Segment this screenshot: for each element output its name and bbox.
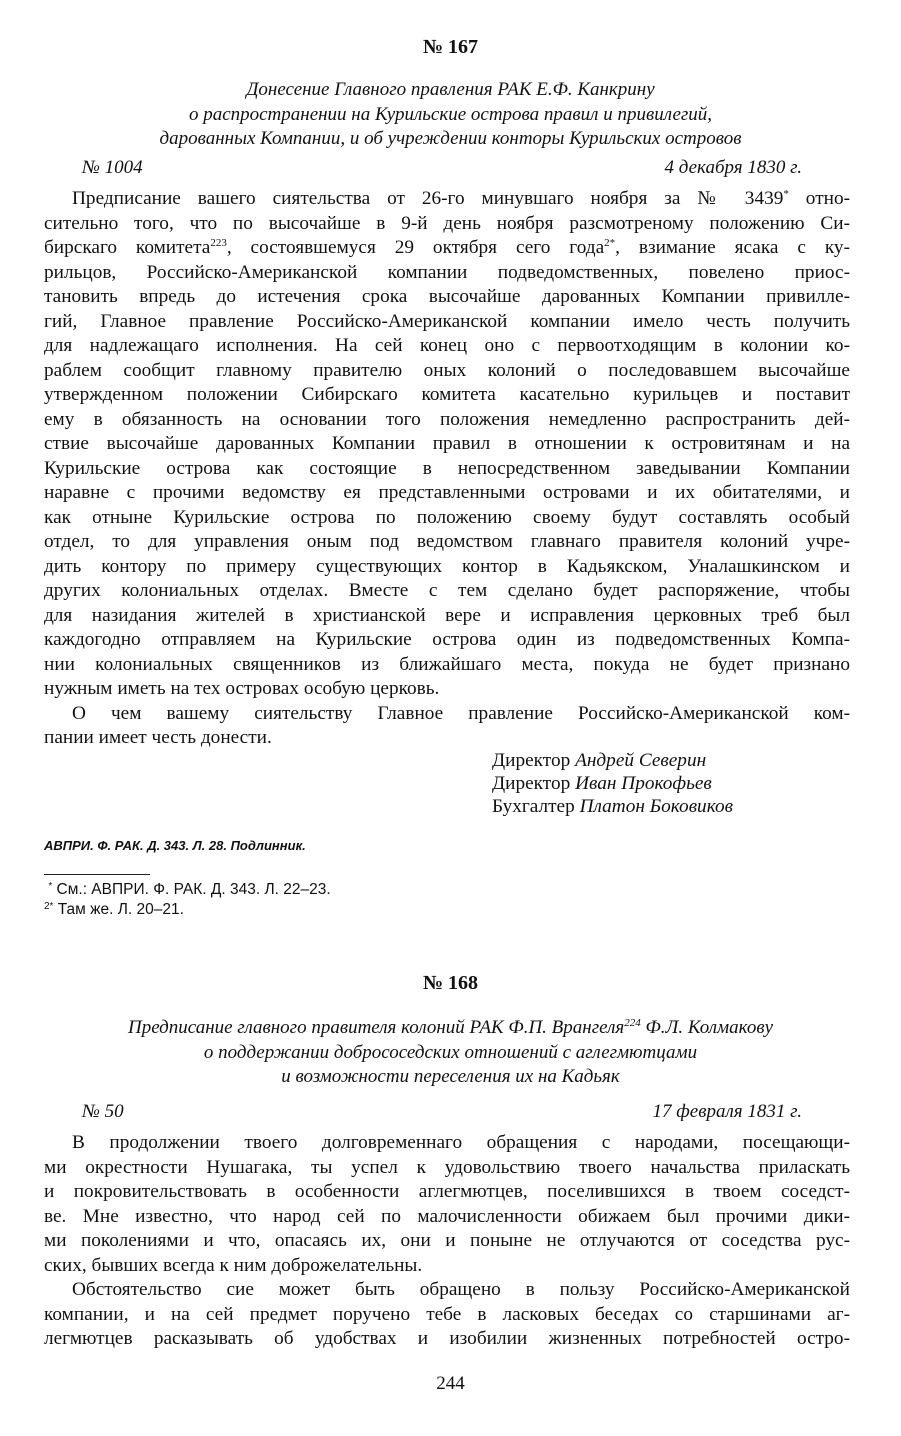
body-line: дить контору по примеру существующих контор в Кадьякском, Уналашкинском и: [44, 555, 850, 577]
document-168-meta: [76, 1101, 802, 1125]
document-167-title: [0, 78, 901, 152]
body-line: О чем вашему сиятельству Главное правление Российско-Американской ком-: [72, 702, 850, 724]
body-line: других колониальных отделах. Вместе с тем сделано будет распоряжение, чтобы: [44, 580, 850, 601]
body-line: каждогодно отправляем на Курильские острова один из подведомственных Компа-: [44, 629, 850, 650]
body-line: бирскаго комитета$^{223}$, состоявшемуся 29 октября сего года$^{2*}$, взимание ясака с ку-: [44, 237, 850, 258]
signature-name: Андрей Северин: [575, 750, 707, 771]
endnote-marker: 223: [210, 237, 227, 249]
signatures-block: [492, 749, 733, 818]
footnotes: [44, 880, 331, 920]
document-167-number: № 167: [422, 36, 479, 58]
body-line: Обстоятельство сие может быть обращено в пользу Российско-Американской: [72, 1279, 850, 1300]
body-line: Предписание вашего сиятельства от 26-го минувшаго ноября за № 3439* отно-: [72, 188, 851, 209]
footnote: $^{2*}$ Там же. Л. 20–21.: [44, 901, 184, 918]
signature-line: [492, 749, 733, 772]
body-line: отдел, то для управления оным под ведомством главнаго правителя колоний учре-: [44, 531, 850, 552]
footnote-mark: 2*: [44, 901, 54, 912]
body-line: ствие высочайше дарованных Компании правил в отношении к островитянам и на: [44, 433, 850, 454]
document-date: 17 февраля 1831 г.: [652, 1101, 802, 1122]
body-line: ми окрестности Нушагака, ты успел к удовольствию твоего начальства приласкать: [44, 1156, 850, 1178]
body-line: тановить впредь до истечения срока высочайше дарованных Компании привилле-: [44, 286, 850, 307]
footnote-marker: *: [783, 188, 789, 200]
body-line: ми поколениями и что, опасаясь их, они и поныне не отлучаются от соседства рус-: [44, 1230, 850, 1251]
footnote-mark: *: [48, 881, 53, 892]
document-168-title: [0, 1016, 901, 1090]
signature-name: Иван Прокофьев: [575, 773, 712, 794]
endnote-marker: 224: [624, 1017, 641, 1029]
document-168-body: [44, 1131, 850, 1352]
body-line: для назидания жителей в христианской вере и исправления церковных треб был: [44, 604, 850, 626]
body-line: ских, бывших всегда к ним доброжелательны.: [44, 1254, 423, 1276]
body-line: ему в обязанность на основании того положения немедленно распространить дей-: [44, 408, 850, 430]
body-line: В продолжении твоего долговременнаго обращения с народами, посещающи-: [72, 1132, 850, 1153]
body-line: рильцов, Российско-Американской компании подведомственных, повелено приос-: [44, 261, 850, 283]
footnote-divider: [44, 874, 150, 875]
body-line: Курильские острова как состоящие в непосредственном заведывании Компании: [44, 457, 850, 479]
body-line: легмютцев расказывать об удобствах и изобилии жизненных потребностей остро-: [44, 1328, 850, 1349]
body-line: утвержденном положении Сибирскаго комитета касательно курильцев и поставит: [44, 384, 850, 405]
title-line: о поддержании добрососедских отношений с аглегмютцами: [203, 1041, 698, 1063]
title-line: Предписание главного правителя колоний РАК Ф.П. Врангеля$^{224}$ Ф.Л. Колмакову: [127, 1017, 774, 1038]
signature-name: Платон Боковиков: [579, 796, 733, 817]
signature-role: Директор: [492, 773, 571, 794]
footnote: * См.: АВПРИ. Ф. РАК. Д. 343. Л. 22–23.: [48, 881, 331, 898]
body-line: и покровительствовать в особенности аглегмютцев, поселившихся в твоем соседст-: [44, 1181, 850, 1202]
reference-number: № 50: [82, 1101, 124, 1122]
footnote-marker: 2*: [604, 237, 616, 249]
document-167-meta: [76, 157, 802, 181]
title-line: дарованных Компании, и об учреждении конторы Курильских островов: [159, 128, 742, 149]
body-line: нии колониальных священников из ближайшаго места, покуда не будет признано: [44, 653, 850, 675]
signature-line: [492, 772, 733, 795]
body-line: раблем сообщит главному правителю оных колоний о последовавшем высочайше: [44, 359, 850, 381]
reference-number: № 1004: [82, 157, 143, 178]
body-line: нужным иметь на тех островах особую церковь.: [44, 678, 440, 699]
body-line: как отныне Курильские острова по положению своему будут составлять особый: [44, 506, 850, 528]
document-date: 4 декабря 1830 г.: [664, 157, 802, 178]
body-line: компании, и на сей предмет поручено тебе в ласковых беседах со старшинами аг-: [44, 1303, 850, 1325]
body-line: гий, Главное правление Российско-Американской компании имело честь получить: [44, 310, 850, 332]
archive-reference: АВПРИ. Ф. РАК. Д. 343. Л. 28. Подлинник.: [44, 838, 306, 853]
signature-line: [492, 795, 733, 818]
title-line: и возможности переселения их на Кадьяк: [281, 1066, 620, 1087]
body-line: пании имеет честь донести.: [44, 727, 272, 748]
body-line: наравне с прочими ведомству ея представленными островами и их обитателями, и: [44, 482, 850, 503]
title-line: Донесение Главного правления РАК Е.Ф. Канкрину: [246, 79, 655, 100]
signature-role: Директор: [492, 750, 571, 771]
page-number: 244: [436, 1373, 465, 1394]
body-line: ве. Мне известно, что народ сей по малочисленности обижаем был прочими дики-: [44, 1205, 850, 1227]
title-line: о распространении на Курильские острова правил и привилегий,: [188, 103, 713, 125]
document-167-body: [44, 187, 850, 751]
body-line: для надлежащаго исполнения. На сей конец оно с первоотходящим в колонии ко-: [44, 335, 850, 356]
document-168-number: № 168: [422, 972, 479, 994]
body-line: сительно того, что по высочайше в 9-й день ноября разсмотреному положению Си-: [44, 212, 850, 234]
signature-role: Бухгалтер: [492, 796, 575, 817]
